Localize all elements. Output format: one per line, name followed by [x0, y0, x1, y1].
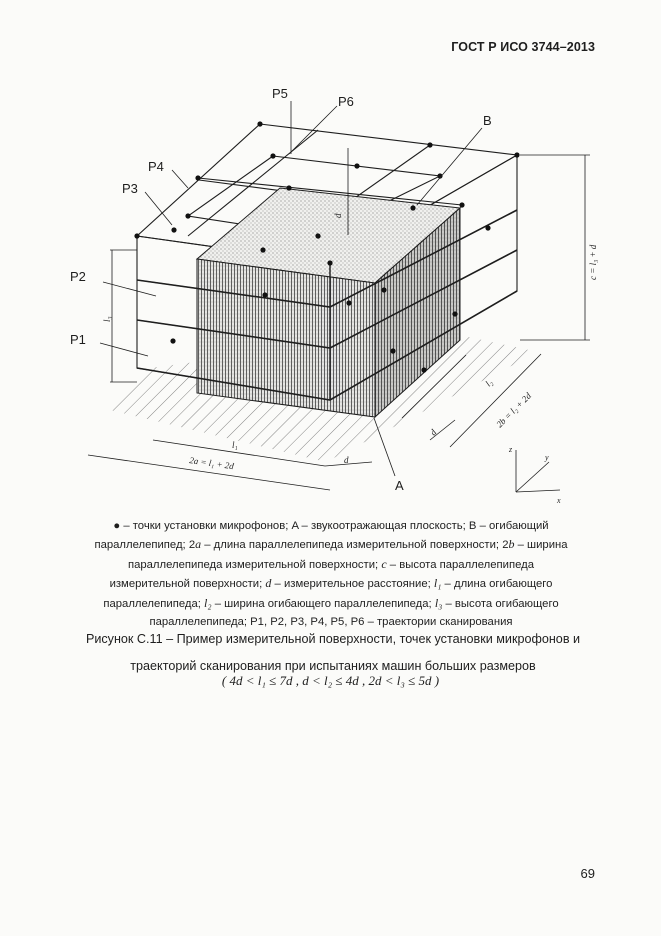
dim-2b: 2b = l₂ + 2d [494, 390, 534, 430]
dim-l1: l₁ [232, 440, 238, 450]
legend-line-6: параллелепипеда; P1, P2, P3, P4, P5, P6 – траектории сканирования [149, 616, 513, 629]
dim-l3: l₃ [102, 316, 112, 322]
path-label-p2: P2 [70, 269, 86, 284]
dim-c: c = l₃ + d [588, 244, 598, 280]
caption-line-1: Рисунок С.11 – Пример измерительной поверхности, точек установки микрофонов и [85, 632, 581, 646]
dim-d-right: d [427, 427, 439, 438]
legend-line-4: измерительной поверхности; d – измерительное расстояние; l₁ – длина огибающего [109, 576, 553, 591]
document-header: ГОСТ Р ИСО 3744–2013 [451, 40, 595, 54]
path-label-p4: P4 [148, 159, 164, 174]
dim-l2: l₂ [483, 377, 495, 389]
dim-2a: 2a = l₁ + 2d [188, 455, 235, 472]
path-label-p5: P5 [272, 86, 288, 101]
dim-d-top: d [333, 213, 343, 218]
caption-line-2: траекторий сканирования при испытаниях машин больших размеров [130, 659, 536, 673]
legend-line-5: параллелепипеда; l₂ – ширина огибающего параллелепипеда; l₃ – высота огибающего [103, 595, 559, 610]
legend-line-1: ● – точки установки микрофонов; A – звукоотражающая плоскость; B – огибающий [113, 520, 549, 532]
path-label-p6: P6 [338, 94, 354, 109]
axis-z-label: z [509, 445, 513, 454]
caption-condition: ( 4d < l₁ ≤ 7d , d < l₂ ≤ 4d , 2d < l₃ ≤ 5d ) [221, 673, 440, 688]
axis-x-label: x [557, 496, 561, 505]
axis-y-label: y [545, 453, 549, 462]
label-b: B [483, 113, 492, 128]
legend-line-3: параллелепипеда измерительной поверхности; c – высота параллелепипеда [127, 556, 535, 571]
path-label-p1: P1 [70, 332, 86, 347]
path-label-p3: P3 [122, 181, 138, 196]
figure-caption [40, 626, 626, 680]
axis-triad [516, 450, 560, 492]
label-a: A [395, 478, 404, 493]
figure-legend [66, 517, 596, 631]
page-number: 69 [580, 866, 595, 881]
legend-line-2: параллелепипед; 2a – длина параллелепипеда измерительной поверхности; 2b – ширина [94, 537, 568, 552]
dim-d-bottom: d [344, 455, 349, 465]
